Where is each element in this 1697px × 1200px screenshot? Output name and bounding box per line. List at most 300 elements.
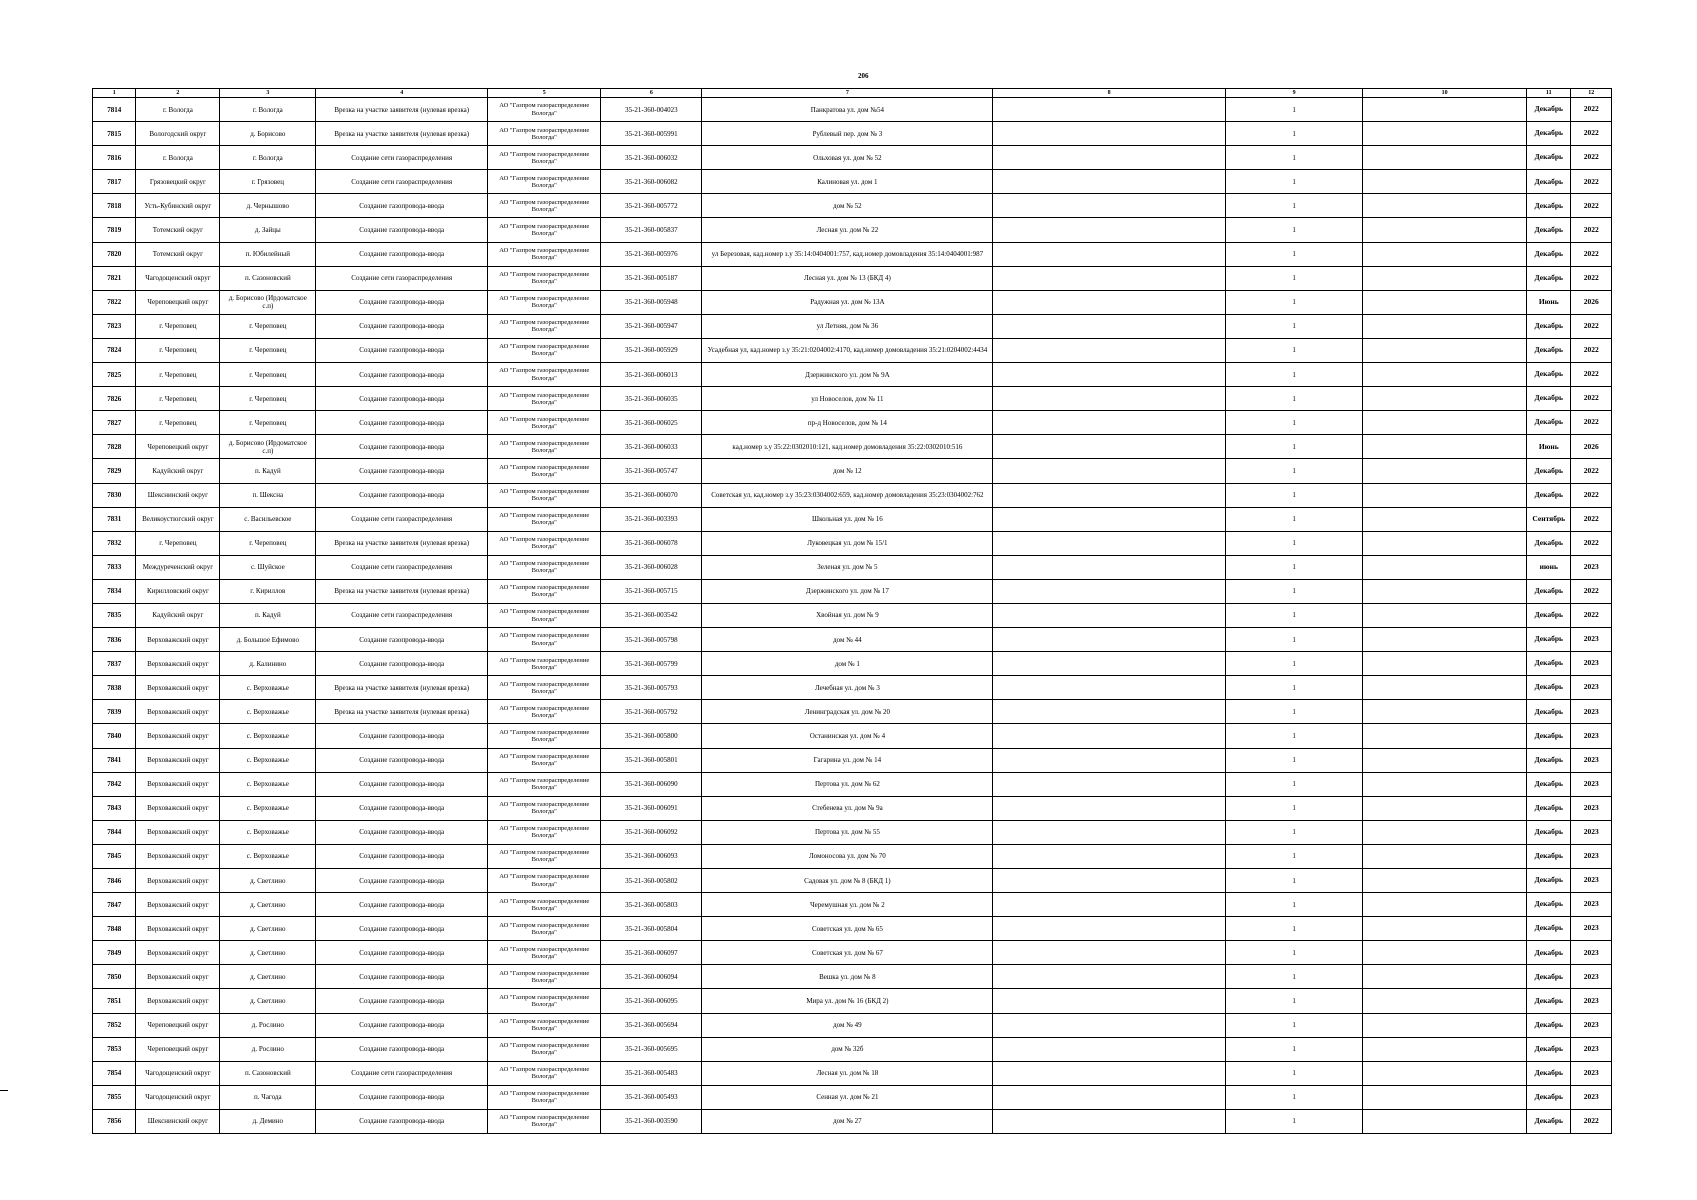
column-header: 9 xyxy=(1225,89,1362,98)
cell-district: Верховажский округ xyxy=(136,965,220,989)
cell-blank10 xyxy=(1363,146,1527,170)
cell-district: Грязовецкий округ xyxy=(136,170,220,194)
cell-blank10 xyxy=(1363,1109,1527,1133)
column-header: 5 xyxy=(488,89,601,98)
cell-work: Создание газопровода-ввода xyxy=(316,869,488,893)
cell-locality: г. Череповец xyxy=(220,338,316,362)
cell-district: Верховажский округ xyxy=(136,772,220,796)
cell-num: 7836 xyxy=(93,628,136,652)
cell-district: Чагодощенский округ xyxy=(136,266,220,290)
cell-blank10 xyxy=(1363,290,1527,314)
cell-code: 35-21-360-006025 xyxy=(601,411,702,435)
table-row xyxy=(93,290,1612,314)
cell-month: Декабрь xyxy=(1527,869,1571,893)
cell-blank10 xyxy=(1363,796,1527,820)
cell-num: 7849 xyxy=(93,941,136,965)
cell-work: Создание газопровода-ввода xyxy=(316,314,488,338)
cell-num: 7850 xyxy=(93,965,136,989)
cell-work: Врезка на участке заявителя (нулевая врезка) xyxy=(316,122,488,146)
cell-blank8 xyxy=(993,242,1225,266)
cell-qty: 1 xyxy=(1225,700,1362,724)
table-row xyxy=(93,989,1612,1013)
cell-code: 35-21-360-003393 xyxy=(601,507,702,531)
cell-qty: 1 xyxy=(1225,1013,1362,1037)
cell-district: г. Череповец xyxy=(136,363,220,387)
cell-year: 2022 xyxy=(1571,531,1612,555)
cell-month: Декабрь xyxy=(1527,772,1571,796)
cell-work: Создание газопровода-ввода xyxy=(316,628,488,652)
cell-num: 7846 xyxy=(93,869,136,893)
cell-qty: 1 xyxy=(1225,917,1362,941)
cell-org: АО "Газпром газораспределение Вологда" xyxy=(488,242,601,266)
cell-locality: п. Кадуй xyxy=(220,459,316,483)
cell-code: 35-21-360-003542 xyxy=(601,603,702,627)
cell-work: Создание газопровода-ввода xyxy=(316,290,488,314)
cell-month: Декабрь xyxy=(1527,363,1571,387)
cell-num: 7851 xyxy=(93,989,136,1013)
cell-num: 7848 xyxy=(93,917,136,941)
cell-district: Верховажский округ xyxy=(136,844,220,868)
cell-address: Мира ул. дом № 16 (БКД 2) xyxy=(702,989,993,1013)
cell-district: г. Вологда xyxy=(136,146,220,170)
cell-qty: 1 xyxy=(1225,218,1362,242)
cell-address: дом № 44 xyxy=(702,628,993,652)
cell-address: дом № 49 xyxy=(702,1013,993,1037)
cell-work: Создание газопровода-ввода xyxy=(316,652,488,676)
cell-blank10 xyxy=(1363,917,1527,941)
cell-org: АО "Газпром газораспределение Вологда" xyxy=(488,700,601,724)
cell-code: 35-21-360-005991 xyxy=(601,122,702,146)
cell-year: 2023 xyxy=(1571,748,1612,772)
cell-address: Радужная ул. дом № 13А xyxy=(702,290,993,314)
table-row xyxy=(93,748,1612,772)
cell-month: Декабрь xyxy=(1527,266,1571,290)
cell-blank10 xyxy=(1363,652,1527,676)
cell-locality: с. Верховажье xyxy=(220,796,316,820)
cell-year: 2023 xyxy=(1571,941,1612,965)
table-row xyxy=(93,338,1612,362)
cell-code: 35-21-360-005799 xyxy=(601,652,702,676)
cell-locality: с. Шуйское xyxy=(220,555,316,579)
column-header: 1 xyxy=(93,89,136,98)
cell-qty: 1 xyxy=(1225,1061,1362,1085)
cell-month: Июнь xyxy=(1527,290,1571,314)
cell-district: Верховажский округ xyxy=(136,724,220,748)
cell-address: Советская ул. дом № 67 xyxy=(702,941,993,965)
cell-qty: 1 xyxy=(1225,603,1362,627)
cell-month: Декабрь xyxy=(1527,700,1571,724)
cell-year: 2023 xyxy=(1571,917,1612,941)
cell-locality: п. Сазоновский xyxy=(220,266,316,290)
cell-num: 7852 xyxy=(93,1013,136,1037)
cell-qty: 1 xyxy=(1225,242,1362,266)
margin-mark xyxy=(0,1090,8,1091)
cell-code: 35-21-360-006091 xyxy=(601,796,702,820)
cell-month: Декабрь xyxy=(1527,724,1571,748)
cell-year: 2022 xyxy=(1571,579,1612,603)
table-row xyxy=(93,893,1612,917)
cell-locality: п. Сазоновский xyxy=(220,1061,316,1085)
cell-address: Останинская ул. дом № 4 xyxy=(702,724,993,748)
table-row xyxy=(93,266,1612,290)
cell-work: Создание газопровода-ввода xyxy=(316,218,488,242)
cell-code: 35-21-360-005947 xyxy=(601,314,702,338)
cell-num: 7822 xyxy=(93,290,136,314)
table-row xyxy=(93,483,1612,507)
cell-code: 35-21-360-004023 xyxy=(601,98,702,122)
cell-locality: г. Череповец xyxy=(220,363,316,387)
cell-blank8 xyxy=(993,965,1225,989)
cell-address: дом № 52 xyxy=(702,194,993,218)
cell-blank10 xyxy=(1363,338,1527,362)
cell-num: 7842 xyxy=(93,772,136,796)
table-row xyxy=(93,555,1612,579)
cell-num: 7844 xyxy=(93,820,136,844)
cell-work: Создание газопровода-ввода xyxy=(316,459,488,483)
cell-year: 2022 xyxy=(1571,170,1612,194)
cell-year: 2022 xyxy=(1571,194,1612,218)
cell-org: АО "Газпром газораспределение Вологда" xyxy=(488,820,601,844)
cell-locality: с. Верховажье xyxy=(220,772,316,796)
cell-month: Декабрь xyxy=(1527,917,1571,941)
cell-locality: д. Большое Ефимово xyxy=(220,628,316,652)
cell-blank10 xyxy=(1363,989,1527,1013)
cell-org: АО "Газпром газораспределение Вологда" xyxy=(488,1037,601,1061)
cell-org: АО "Газпром газораспределение Вологда" xyxy=(488,363,601,387)
cell-locality: д. Светлино xyxy=(220,941,316,965)
cell-work: Создание сети газораспределения xyxy=(316,266,488,290)
cell-month: Декабрь xyxy=(1527,98,1571,122)
cell-month: Декабрь xyxy=(1527,459,1571,483)
cell-district: Череповецкий округ xyxy=(136,1037,220,1061)
cell-district: Кадуйский округ xyxy=(136,603,220,627)
cell-num: 7826 xyxy=(93,387,136,411)
cell-work: Создание газопровода-ввода xyxy=(316,483,488,507)
cell-num: 7830 xyxy=(93,483,136,507)
cell-work: Создание газопровода-ввода xyxy=(316,1037,488,1061)
cell-org: АО "Газпром газораспределение Вологда" xyxy=(488,628,601,652)
cell-address: дом № 27 xyxy=(702,1109,993,1133)
cell-org: АО "Газпром газораспределение Вологда" xyxy=(488,218,601,242)
cell-code: 35-21-360-005976 xyxy=(601,242,702,266)
cell-blank10 xyxy=(1363,628,1527,652)
cell-district: г. Вологда xyxy=(136,98,220,122)
cell-district: г. Череповец xyxy=(136,531,220,555)
cell-blank10 xyxy=(1363,194,1527,218)
cell-code: 35-21-360-005929 xyxy=(601,338,702,362)
cell-num: 7817 xyxy=(93,170,136,194)
cell-blank8 xyxy=(993,363,1225,387)
cell-num: 7847 xyxy=(93,893,136,917)
cell-org: АО "Газпром газораспределение Вологда" xyxy=(488,917,601,941)
cell-code: 35-21-360-006033 xyxy=(601,435,702,459)
cell-locality: г. Вологда xyxy=(220,98,316,122)
table-row xyxy=(93,98,1612,122)
cell-district: Чагодощенский округ xyxy=(136,1085,220,1109)
cell-locality: д. Светлино xyxy=(220,917,316,941)
cell-locality: д. Демино xyxy=(220,1109,316,1133)
cell-num: 7821 xyxy=(93,266,136,290)
cell-year: 2022 xyxy=(1571,98,1612,122)
cell-qty: 1 xyxy=(1225,965,1362,989)
cell-work: Создание газопровода-ввода xyxy=(316,363,488,387)
cell-qty: 1 xyxy=(1225,1085,1362,1109)
cell-code: 35-21-360-005801 xyxy=(601,748,702,772)
cell-year: 2023 xyxy=(1571,965,1612,989)
cell-blank10 xyxy=(1363,242,1527,266)
cell-blank8 xyxy=(993,483,1225,507)
cell-blank8 xyxy=(993,1061,1225,1085)
cell-month: Декабрь xyxy=(1527,941,1571,965)
cell-blank10 xyxy=(1363,893,1527,917)
cell-qty: 1 xyxy=(1225,363,1362,387)
cell-num: 7815 xyxy=(93,122,136,146)
cell-code: 35-21-360-005804 xyxy=(601,917,702,941)
cell-blank8 xyxy=(993,676,1225,700)
cell-year: 2023 xyxy=(1571,1085,1612,1109)
cell-year: 2023 xyxy=(1571,724,1612,748)
cell-district: Вологодский округ xyxy=(136,122,220,146)
cell-blank8 xyxy=(993,411,1225,435)
cell-year: 2022 xyxy=(1571,338,1612,362)
cell-month: Декабрь xyxy=(1527,314,1571,338)
cell-work: Врезка на участке заявителя (нулевая врезка) xyxy=(316,579,488,603)
cell-blank10 xyxy=(1363,98,1527,122)
cell-address: ул Березовая, кад.номер з.у 35:14:0404001:757, кад.номер домовладения 35:14:0404001:987 xyxy=(702,242,993,266)
cell-code: 35-21-360-006094 xyxy=(601,965,702,989)
cell-month: Декабрь xyxy=(1527,652,1571,676)
cell-qty: 1 xyxy=(1225,869,1362,893)
cell-blank8 xyxy=(993,555,1225,579)
cell-locality: п. Чагода xyxy=(220,1085,316,1109)
cell-month: Декабрь xyxy=(1527,748,1571,772)
cell-month: Декабрь xyxy=(1527,338,1571,362)
cell-locality: с. Верховажье xyxy=(220,748,316,772)
cell-year: 2022 xyxy=(1571,1109,1612,1133)
cell-blank10 xyxy=(1363,314,1527,338)
table-row xyxy=(93,1085,1612,1109)
column-header: 11 xyxy=(1527,89,1571,98)
cell-org: АО "Газпром газораспределение Вологда" xyxy=(488,1061,601,1085)
cell-blank8 xyxy=(993,941,1225,965)
cell-year: 2022 xyxy=(1571,242,1612,266)
column-header: 6 xyxy=(601,89,702,98)
cell-month: Июнь xyxy=(1527,435,1571,459)
cell-address: Дзержинского ул. дом № 17 xyxy=(702,579,993,603)
cell-work: Создание газопровода-ввода xyxy=(316,893,488,917)
cell-district: Верховажский округ xyxy=(136,820,220,844)
cell-district: Чагодощенский округ xyxy=(136,1061,220,1085)
cell-blank8 xyxy=(993,314,1225,338)
cell-work: Создание газопровода-ввода xyxy=(316,338,488,362)
cell-district: Верховажский округ xyxy=(136,628,220,652)
cell-qty: 1 xyxy=(1225,941,1362,965)
cell-work: Врезка на участке заявителя (нулевая врезка) xyxy=(316,700,488,724)
cell-locality: п. Кадуй xyxy=(220,603,316,627)
cell-blank8 xyxy=(993,338,1225,362)
cell-num: 7832 xyxy=(93,531,136,555)
cell-work: Создание газопровода-ввода xyxy=(316,724,488,748)
cell-month: Декабрь xyxy=(1527,1061,1571,1085)
cell-code: 35-21-360-005747 xyxy=(601,459,702,483)
cell-district: Тотемский округ xyxy=(136,218,220,242)
cell-code: 35-21-360-005187 xyxy=(601,266,702,290)
cell-locality: г. Череповец xyxy=(220,411,316,435)
cell-district: Междуреченский округ xyxy=(136,555,220,579)
cell-code: 35-21-360-006097 xyxy=(601,941,702,965)
cell-locality: д. Рослино xyxy=(220,1037,316,1061)
cell-qty: 1 xyxy=(1225,387,1362,411)
cell-qty: 1 xyxy=(1225,748,1362,772)
cell-work: Врезка на участке заявителя (нулевая врезка) xyxy=(316,531,488,555)
cell-qty: 1 xyxy=(1225,98,1362,122)
cell-address: Калиновая ул. дом 1 xyxy=(702,170,993,194)
cell-num: 7831 xyxy=(93,507,136,531)
cell-org: АО "Газпром газораспределение Вологда" xyxy=(488,869,601,893)
cell-blank8 xyxy=(993,218,1225,242)
cell-year: 2023 xyxy=(1571,1061,1612,1085)
cell-org: АО "Газпром газораспределение Вологда" xyxy=(488,314,601,338)
table-row xyxy=(93,628,1612,652)
cell-num: 7854 xyxy=(93,1061,136,1085)
cell-address: Рублевый пер. дом № 3 xyxy=(702,122,993,146)
cell-org: АО "Газпром газораспределение Вологда" xyxy=(488,435,601,459)
column-header: 7 xyxy=(702,89,993,98)
cell-qty: 1 xyxy=(1225,579,1362,603)
cell-month: июнь xyxy=(1527,555,1571,579)
cell-locality: п. Юбилейный xyxy=(220,242,316,266)
cell-month: Декабрь xyxy=(1527,122,1571,146)
cell-qty: 1 xyxy=(1225,435,1362,459)
cell-month: Декабрь xyxy=(1527,820,1571,844)
column-header: 12 xyxy=(1571,89,1612,98)
cell-month: Декабрь xyxy=(1527,1085,1571,1109)
cell-code: 35-21-360-003590 xyxy=(601,1109,702,1133)
cell-year: 2022 xyxy=(1571,483,1612,507)
cell-address: Вешка ул. дом № 8 xyxy=(702,965,993,989)
cell-qty: 1 xyxy=(1225,194,1362,218)
cell-blank8 xyxy=(993,748,1225,772)
cell-num: 7837 xyxy=(93,652,136,676)
cell-blank10 xyxy=(1363,820,1527,844)
cell-district: Верховажский округ xyxy=(136,941,220,965)
cell-code: 35-21-360-005837 xyxy=(601,218,702,242)
cell-qty: 1 xyxy=(1225,290,1362,314)
cell-blank8 xyxy=(993,1037,1225,1061)
cell-locality: д. Борисово (Ирдоматское с.п) xyxy=(220,290,316,314)
cell-qty: 1 xyxy=(1225,459,1362,483)
cell-locality: д. Светлино xyxy=(220,989,316,1013)
cell-address: Советская ул, кад.номер з.у 35:23:0304002:659, кад.номер домовладения 35:23:0304002:762 xyxy=(702,483,993,507)
cell-blank8 xyxy=(993,146,1225,170)
cell-org: АО "Газпром газораспределение Вологда" xyxy=(488,194,601,218)
cell-blank10 xyxy=(1363,266,1527,290)
cell-code: 35-21-360-006095 xyxy=(601,989,702,1013)
cell-locality: д. Рослино xyxy=(220,1013,316,1037)
cell-blank8 xyxy=(993,820,1225,844)
cell-num: 7845 xyxy=(93,844,136,868)
cell-org: АО "Газпром газораспределение Вологда" xyxy=(488,965,601,989)
cell-locality: д. Светлино xyxy=(220,869,316,893)
cell-work: Создание газопровода-ввода xyxy=(316,411,488,435)
cell-org: АО "Газпром газораспределение Вологда" xyxy=(488,266,601,290)
cell-year: 2023 xyxy=(1571,555,1612,579)
cell-year: 2022 xyxy=(1571,314,1612,338)
cell-year: 2022 xyxy=(1571,122,1612,146)
cell-org: АО "Газпром газораспределение Вологда" xyxy=(488,652,601,676)
cell-blank10 xyxy=(1363,579,1527,603)
cell-blank8 xyxy=(993,724,1225,748)
cell-blank10 xyxy=(1363,411,1527,435)
cell-locality: с. Верховажье xyxy=(220,676,316,700)
cell-code: 35-21-360-006078 xyxy=(601,531,702,555)
cell-year: 2022 xyxy=(1571,363,1612,387)
table-row xyxy=(93,676,1612,700)
cell-address: ул Новоселов, дом № 11 xyxy=(702,387,993,411)
cell-num: 7823 xyxy=(93,314,136,338)
cell-code: 35-21-360-005694 xyxy=(601,1013,702,1037)
cell-org: АО "Газпром газораспределение Вологда" xyxy=(488,676,601,700)
cell-org: АО "Газпром газораспределение Вологда" xyxy=(488,411,601,435)
cell-work: Создание газопровода-ввода xyxy=(316,194,488,218)
cell-district: Верховажский округ xyxy=(136,700,220,724)
cell-month: Декабрь xyxy=(1527,676,1571,700)
cell-work: Создание газопровода-ввода xyxy=(316,844,488,868)
cell-blank8 xyxy=(993,700,1225,724)
cell-code: 35-21-360-005803 xyxy=(601,893,702,917)
table-body xyxy=(93,98,1612,1134)
cell-blank8 xyxy=(993,652,1225,676)
cell-code: 35-21-360-006013 xyxy=(601,363,702,387)
cell-org: АО "Газпром газораспределение Вологда" xyxy=(488,338,601,362)
cell-num: 7825 xyxy=(93,363,136,387)
table-row xyxy=(93,844,1612,868)
cell-month: Декабрь xyxy=(1527,1013,1571,1037)
cell-address: Гагарина ул. дом № 14 xyxy=(702,748,993,772)
cell-org: АО "Газпром газораспределение Вологда" xyxy=(488,772,601,796)
cell-work: Создание газопровода-ввода xyxy=(316,989,488,1013)
cell-address: Лесная ул. дом № 13 (БКД 4) xyxy=(702,266,993,290)
cell-month: Декабрь xyxy=(1527,483,1571,507)
cell-district: Череповецкий округ xyxy=(136,1013,220,1037)
cell-month: Декабрь xyxy=(1527,628,1571,652)
cell-org: АО "Газпром газораспределение Вологда" xyxy=(488,507,601,531)
cell-month: Декабрь xyxy=(1527,387,1571,411)
table-row xyxy=(93,700,1612,724)
cell-blank8 xyxy=(993,869,1225,893)
cell-blank8 xyxy=(993,170,1225,194)
cell-qty: 1 xyxy=(1225,796,1362,820)
cell-code: 35-21-360-005695 xyxy=(601,1037,702,1061)
cell-address: Ольховая ул. дом № 52 xyxy=(702,146,993,170)
cell-blank8 xyxy=(993,989,1225,1013)
cell-org: АО "Газпром газораспределение Вологда" xyxy=(488,1085,601,1109)
cell-locality: д. Чернышово xyxy=(220,194,316,218)
cell-year: 2023 xyxy=(1571,772,1612,796)
table-row xyxy=(93,772,1612,796)
cell-blank10 xyxy=(1363,748,1527,772)
cell-address: Ломоносова ул. дом № 70 xyxy=(702,844,993,868)
column-header: 3 xyxy=(220,89,316,98)
cell-code: 35-21-360-006032 xyxy=(601,146,702,170)
cell-locality: п. Шексна xyxy=(220,483,316,507)
cell-district: Череповецкий округ xyxy=(136,290,220,314)
cell-year: 2023 xyxy=(1571,700,1612,724)
cell-address: Стебенева ул. дом № 9а xyxy=(702,796,993,820)
table-row xyxy=(93,507,1612,531)
cell-work: Создание сети газораспределения xyxy=(316,1061,488,1085)
cell-year: 2023 xyxy=(1571,820,1612,844)
